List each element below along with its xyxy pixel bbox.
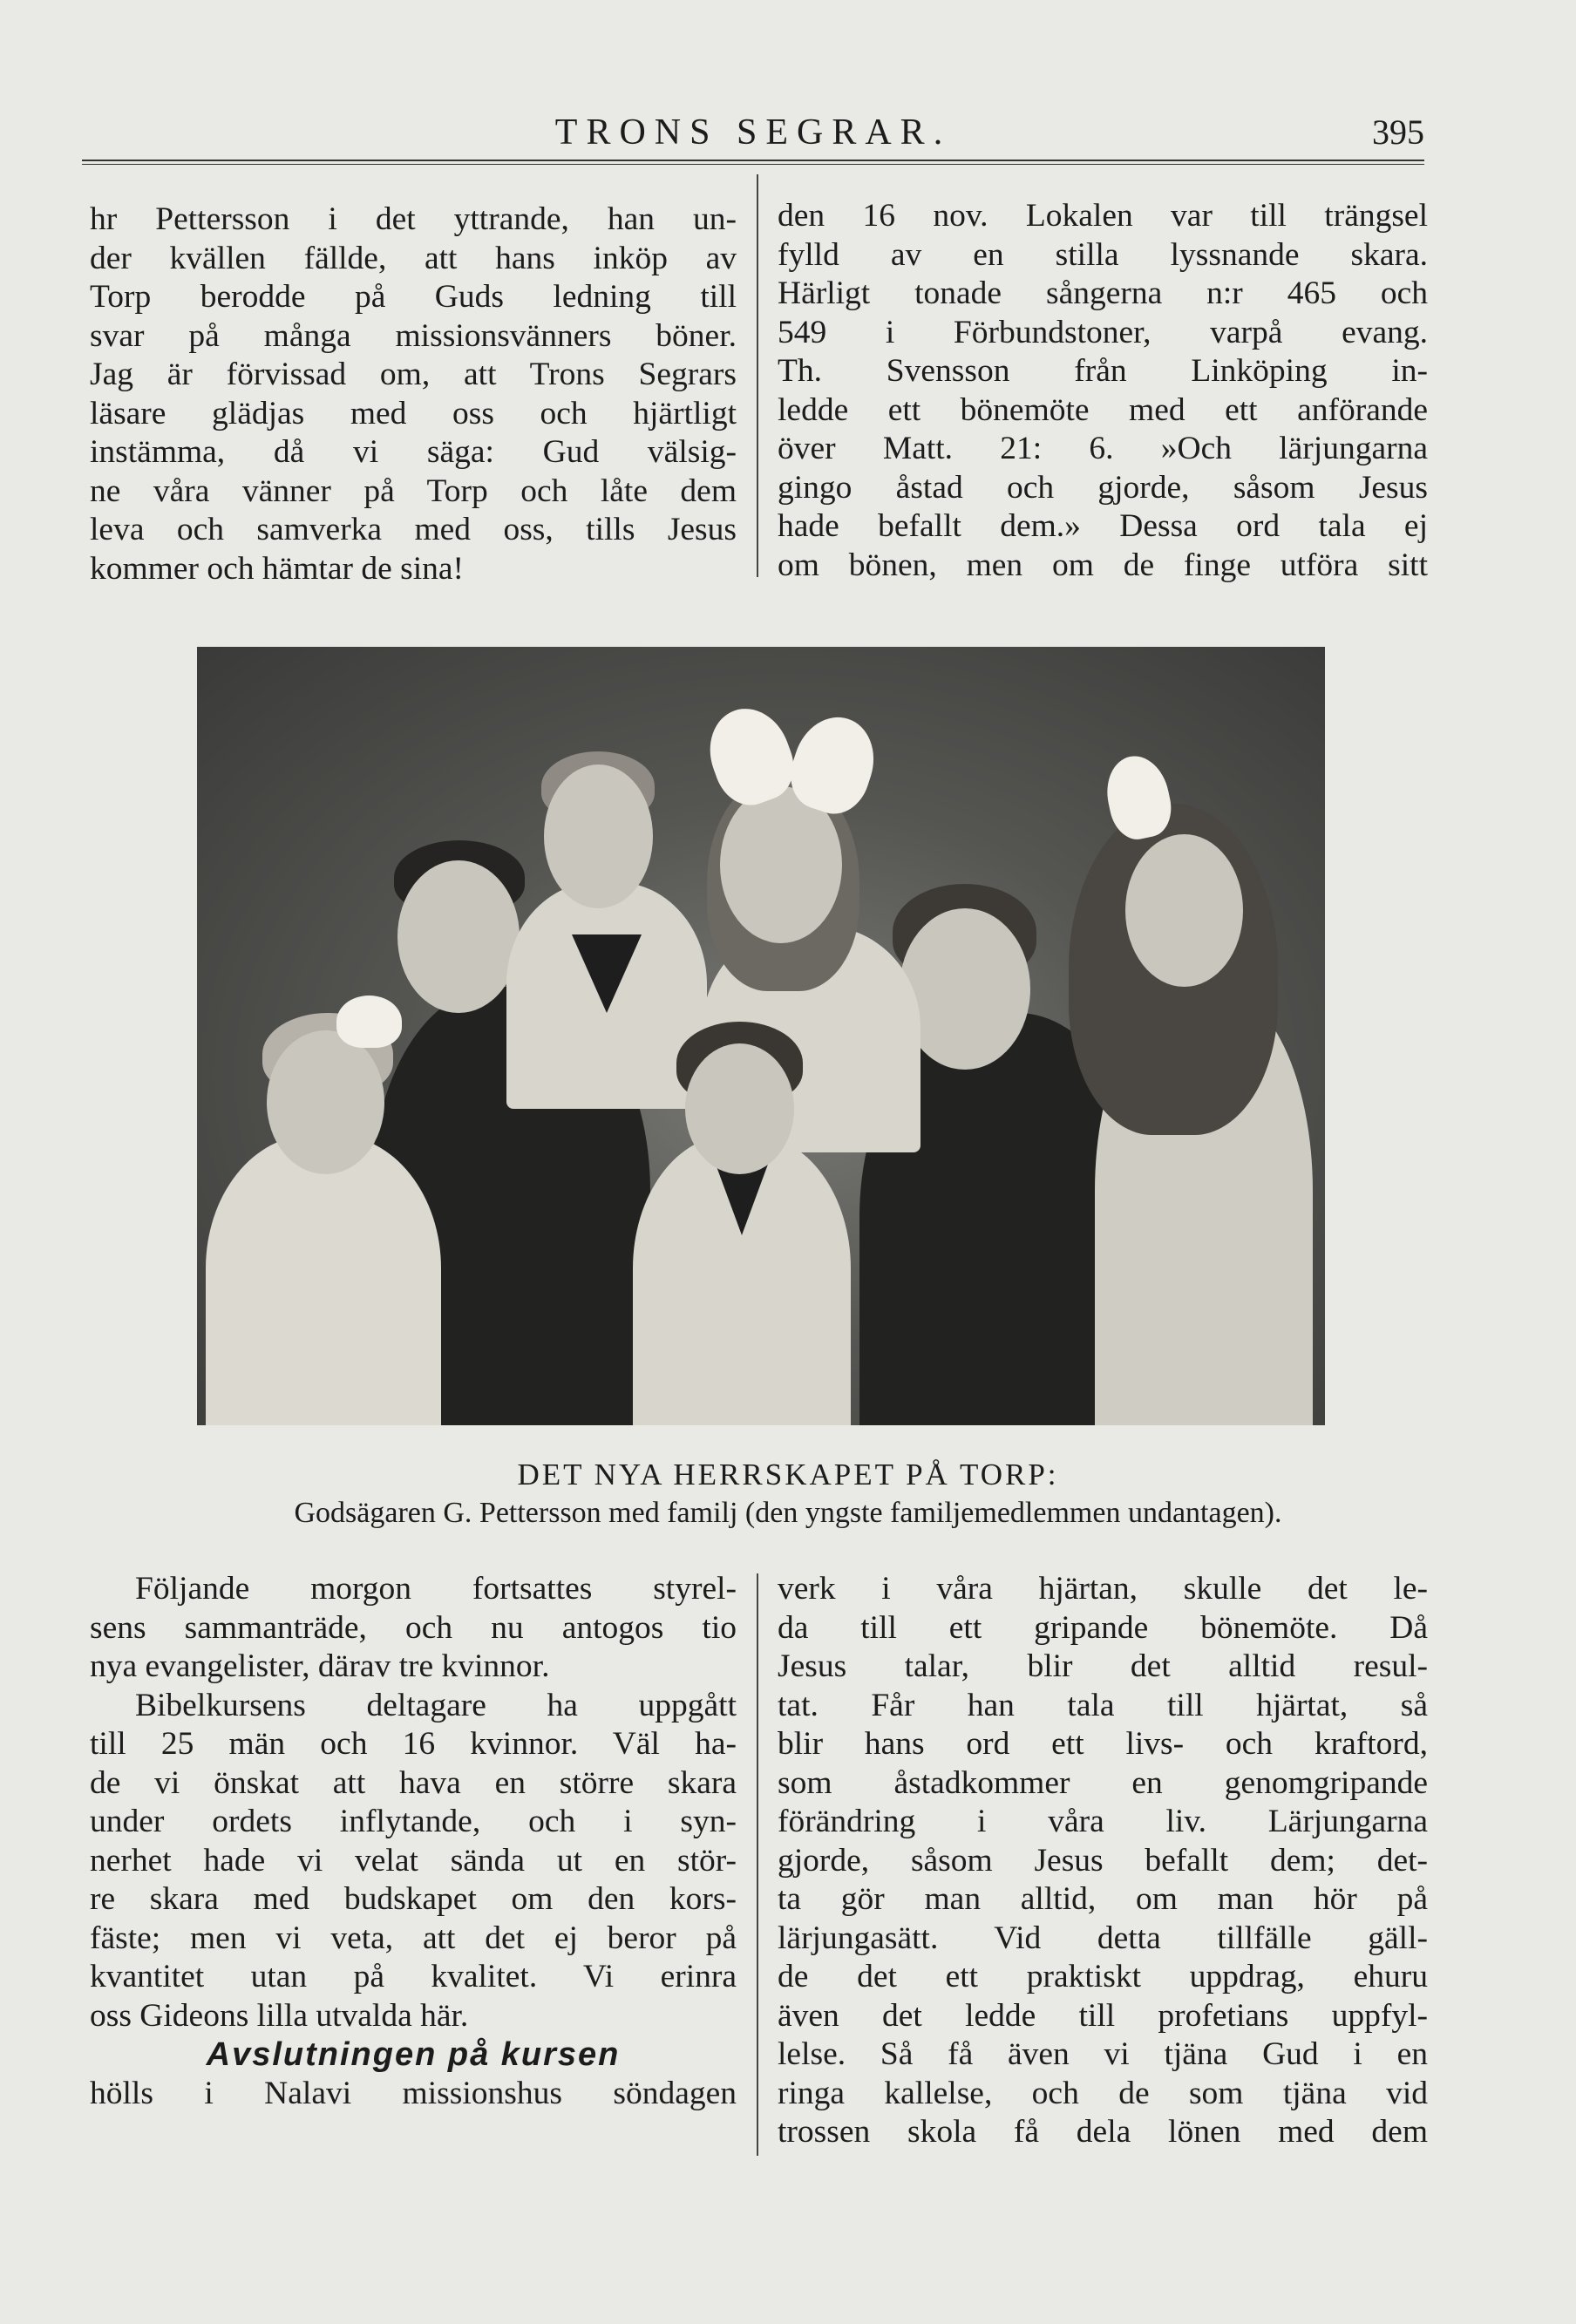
text-line: da till ett gripande bönemöte. Då (778, 1609, 1428, 1646)
column-top-left (90, 200, 737, 588)
text-line: leva och samverka med oss, tills Jesus (90, 512, 737, 547)
photo-face (1125, 834, 1243, 987)
text-line: läsare glädjas med oss och hjärtligt (90, 395, 737, 432)
header-rule (82, 160, 1424, 165)
photo-hair-bow (336, 996, 402, 1048)
text-line: de vi önskat att hava en större skara (90, 1764, 737, 1801)
photo-caption-text: Godsägaren G. Pettersson med familj (den yngste familjemedlemmen undantagen). (294, 1497, 1282, 1529)
text-line: den 16 nov. Lokalen var till trängsel (778, 198, 1428, 234)
text-line: oss Gideons lilla utvalda här. (90, 1997, 469, 2034)
text-line: Härligt tonade sångerna n:r 465 och (778, 275, 1428, 311)
text-line: förändring i våra liv. Lärjungarna (778, 1804, 1428, 1839)
text-line: 549 i Förbundstoner, varpå evang. (778, 314, 1428, 350)
text-line: Följande morgon fortsattes styrel- (135, 1571, 737, 1607)
text-line: verk i våra hjärtan, skulle det le- (778, 1571, 1428, 1607)
text-line: under ordets inflytande, och i syn- (90, 1804, 737, 1839)
text-line: Jesus talar, blir det alltid resul- (778, 1648, 1428, 1684)
text-line: Jag är förvissad om, att Trons Segrars (90, 357, 737, 392)
photo-figure (206, 1135, 441, 1425)
text-line: ledde ett bönemöte med ett anförande (778, 391, 1428, 428)
running-title: TRONS SEGRAR. (554, 112, 952, 153)
family-photograph (197, 647, 1325, 1425)
photo-face (685, 1043, 794, 1174)
text-line: om bönen, men om de finge utföra sitt (778, 547, 1428, 583)
column-top-right (778, 197, 1428, 585)
text-line: lelse. Så få även vi tjäna Gud i en (778, 2036, 1428, 2072)
column-divider-top (757, 174, 758, 577)
photo-face (397, 860, 520, 1013)
text-line: ringa kallelse, och de som tjäna vid (778, 2075, 1428, 2111)
text-line: svar på många missionsvänners böner. (90, 317, 737, 354)
text-line: över Matt. 21: 6. »Och lärjungarna (778, 431, 1428, 466)
photo-caption-title: DET NYA HERRSKAPET PÅ TORP: (517, 1458, 1059, 1492)
text-line: även det ledde till profetians uppfyl- (778, 1997, 1428, 2034)
text-line: ne våra vänner på Torp och låte dem (90, 472, 737, 509)
text-line: re skara med budskapet om den kors- (90, 1881, 737, 1917)
section-subheading: Avslutningen på kursen (206, 2036, 621, 2073)
column-bottom-right (778, 1570, 1428, 2152)
text-line: gingo åstad och gjorde, såsom Jesus (778, 469, 1428, 506)
text-line: kommer och hämtar de sina! (90, 550, 465, 587)
text-line: Th. Svensson från Linköping in- (778, 353, 1428, 389)
text-line: Torp berodde på Guds ledning till (90, 279, 737, 315)
text-line: sens sammanträde, och nu antogos tio (90, 1609, 737, 1646)
text-line: instämma, då vi säga: Gud välsig- (90, 434, 737, 470)
text-line: hade befallt dem.» Dessa ord tala ej (778, 508, 1428, 544)
text-line: som åstadkommer en genomgripande (778, 1764, 1428, 1801)
text-line: fylld av en stilla lyssnande skara. (778, 236, 1428, 273)
text-line: hölls i Nalavi missionshus söndagen (90, 2075, 737, 2111)
text-line: nerhet hade vi velat sända ut en stör- (90, 1842, 737, 1879)
text-line: gjorde, såsom Jesus befallt dem; det- (778, 1842, 1428, 1879)
text-line: nya evangelister, därav tre kvinnor. (90, 1648, 550, 1684)
page-number: 395 (1372, 112, 1424, 152)
text-line: Bibelkursens deltagare ha uppgått (135, 1687, 737, 1723)
photo-face (267, 1030, 384, 1174)
text-line: trossen skola få dela lönen med dem (778, 2114, 1428, 2150)
column-bottom-left (90, 1570, 737, 2113)
text-line: fäste; men vi veta, att det ej beror på (90, 1920, 737, 1956)
page-header (82, 105, 1424, 157)
text-line: hr Pettersson i det yttrande, han un- (90, 201, 737, 237)
text-line: ta gör man alltid, om man hör på (778, 1881, 1428, 1917)
photo-face (544, 764, 653, 908)
text-line: lärjungasätt. Vid detta tillfälle gäll- (778, 1920, 1428, 1956)
text-line: tat. Får han tala till hjärtat, så (778, 1687, 1428, 1723)
text-line: blir hans ord ett livs- och kraftord, (778, 1726, 1428, 1762)
text-line: kvantitet utan på kvalitet. Vi erinra (90, 1959, 737, 1994)
text-line: till 25 män och 16 kvinnor. Väl ha- (90, 1726, 737, 1762)
column-divider-bottom (757, 1573, 758, 2156)
text-line: de det ett praktiskt uppdrag, ehuru (778, 1959, 1428, 1994)
text-line: der kvällen fällde, att hans inköp av (90, 240, 737, 276)
